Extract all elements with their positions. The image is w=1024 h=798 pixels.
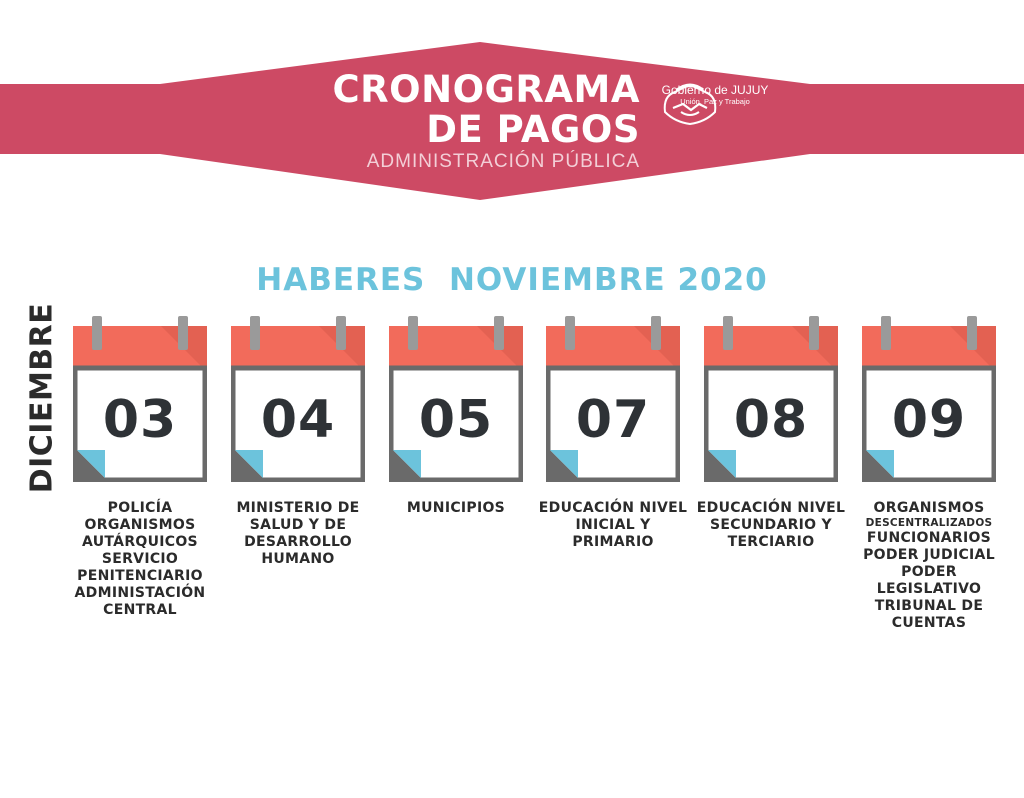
- calendar-card: [546, 316, 680, 482]
- schedule-heading: HABERES NOVIEMBRE 2020: [256, 262, 768, 298]
- calendar-card: [73, 316, 207, 482]
- description-line: MINISTERIO DE SALUD Y DE DESARROLLO HUMANO: [236, 500, 360, 567]
- header-banner: [0, 42, 1024, 202]
- calendar-card: [704, 316, 838, 482]
- government-logo: [655, 82, 775, 106]
- description-line: TRIBUNAL DE CUENTAS: [874, 598, 984, 631]
- description-line: SERVICIO PENITENCIARIO: [77, 551, 203, 584]
- calendar-day-number: 03: [102, 390, 178, 450]
- calendar-description: [538, 500, 688, 551]
- description-line: MUNICIPIOS: [406, 500, 506, 516]
- description-line: EDUCACIÓN NIVEL SECUNDARIO Y TERCIARIO: [696, 500, 846, 550]
- header-title-block: [290, 70, 640, 174]
- description-line: ADMINISTACIÓN CENTRAL: [74, 585, 206, 618]
- calendar-description: [854, 500, 1004, 632]
- header-title-line-1: CRONOGRAMA: [332, 68, 640, 111]
- calendar-description: [223, 500, 373, 568]
- description-line: DESCENTRALIZADOS: [865, 517, 993, 529]
- logo-name: Gobierno de JUJUY: [661, 83, 769, 97]
- month-label-text: DICIEMBRE: [24, 302, 60, 494]
- calendar-card: [862, 316, 996, 482]
- description-line: ORGANISMOS: [873, 500, 985, 516]
- calendar-day-number: 05: [418, 390, 494, 450]
- calendar-day-number: 07: [575, 390, 651, 450]
- description-line: PODER JUDICIAL: [863, 547, 995, 563]
- calendar-day-number: 09: [891, 390, 967, 450]
- description-line: EDUCACIÓN NIVEL INICIAL Y PRIMARIO: [538, 500, 688, 550]
- calendar-description: [696, 500, 846, 551]
- description-line: FUNCIONARIOS: [866, 530, 992, 546]
- description-line: ORGANISMOS AUTÁRQUICOS: [82, 517, 198, 550]
- header-subtitle: ADMINISTRACIÓN PÚBLICA: [366, 151, 640, 172]
- calendar-card: [389, 316, 523, 482]
- handshake-emblem-icon: [655, 82, 725, 128]
- header-title-line-2: DE PAGOS: [426, 108, 640, 151]
- description-line: POLICÍA: [107, 500, 173, 516]
- calendar-description: [381, 500, 531, 517]
- logo-motto: Unión, Paz y Trabajo: [680, 97, 750, 106]
- calendar-day-number: 08: [733, 390, 809, 450]
- calendar-day-number: 04: [260, 390, 336, 450]
- calendar-description: [65, 500, 215, 619]
- month-label: [22, 300, 62, 496]
- calendar-card: [231, 316, 365, 482]
- description-line: PODER LEGISLATIVO: [876, 564, 982, 597]
